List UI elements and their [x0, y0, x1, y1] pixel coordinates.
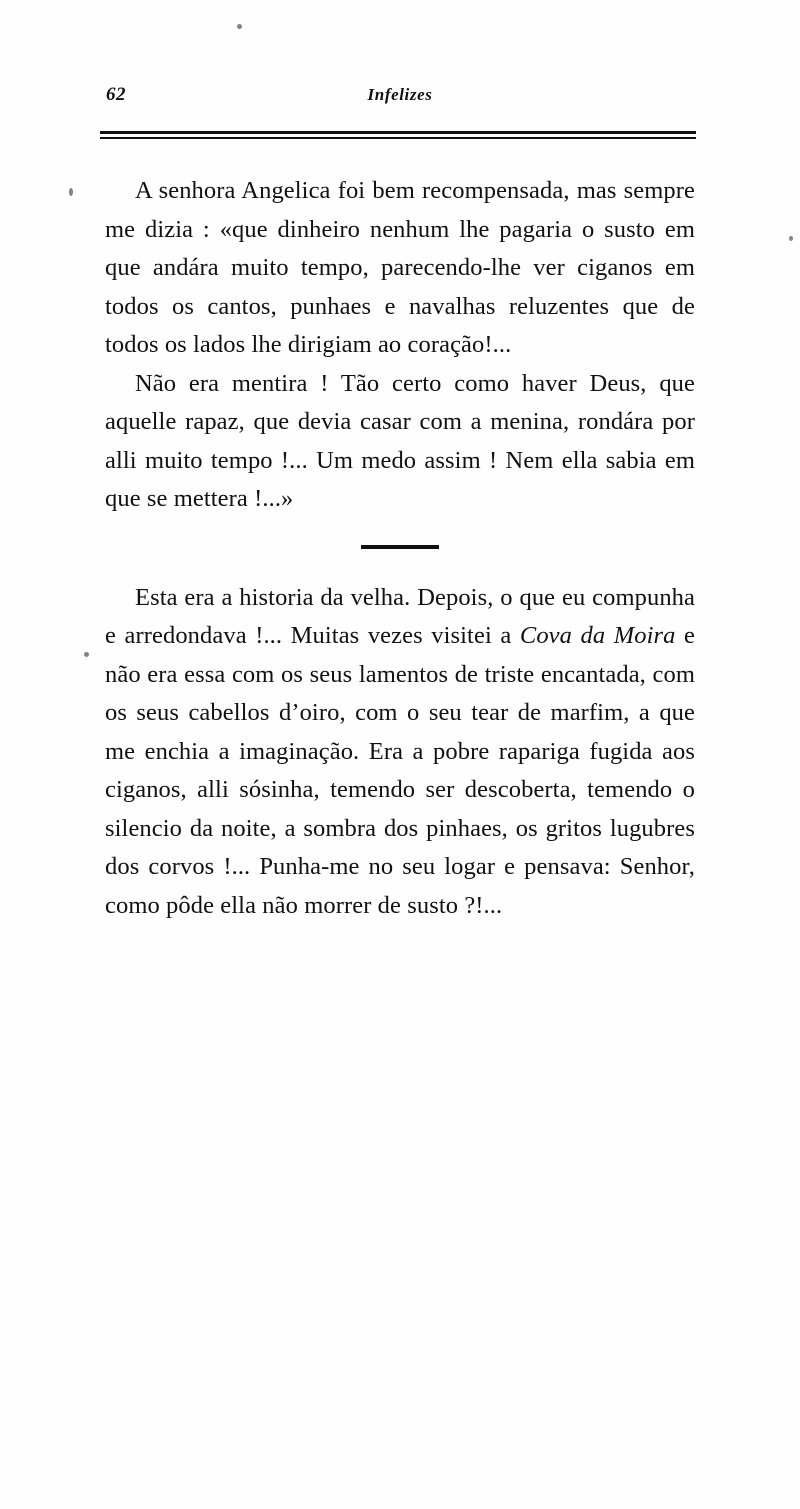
page-number: 62	[106, 84, 126, 105]
scan-speck	[237, 24, 242, 29]
page-body	[105, 172, 695, 925]
paragraph: Não era mentira ! Tão certo como haver Deus, que aquelle rapaz, que devia casar com a menina, rondára por alli muito tempo !... Um medo assim ! Nem ella sabia em que se mettera !...»	[105, 369, 695, 512]
page-header	[100, 84, 700, 110]
section-divider	[105, 519, 695, 579]
paragraph-text-part: e não era essa com os seus lamentos de triste encantada, com os seus cabellos d’oiro, com o seu tear de marfim, a que me enchia a imaginação. Era a pobre rapariga fugida aos ciganos, alli sósinha, temendo ser descoberta, temendo o silencio da noite, a sombra dos pinhaes, os gritos lugubres dos corvos !... Punha-me no seu logar e pensava: Senhor, como pôde ella não morrer de susto ?!...	[105, 622, 695, 919]
scan-speck	[84, 652, 89, 657]
running-title: Infelizes	[367, 85, 433, 104]
header-rule-line-bottom	[100, 137, 696, 139]
paragraph	[105, 579, 695, 926]
scan-speck	[789, 236, 793, 241]
header-rule	[100, 131, 696, 139]
italic-title: Cova da Moira	[519, 622, 676, 649]
divider-dash-icon	[361, 545, 439, 549]
header-rule-line-top	[100, 131, 696, 134]
paragraph: A senhora Angelica foi bem recompensada, mas sempre me dizia : «que dinheiro nenhum lhe pagaria o susto em que andára muito tempo, parecendo-lhe ver ciganos em todos os cantos, punhaes e navalhas reluzentes que de todos os lados lhe dirigiam ao coração!...	[105, 177, 695, 358]
paragraph-text-part: Esta era a historia da velha. Depois, o que eu compunha e arredondava !... Muitas vezes visitei a	[105, 583, 695, 649]
scan-speck	[69, 188, 73, 196]
